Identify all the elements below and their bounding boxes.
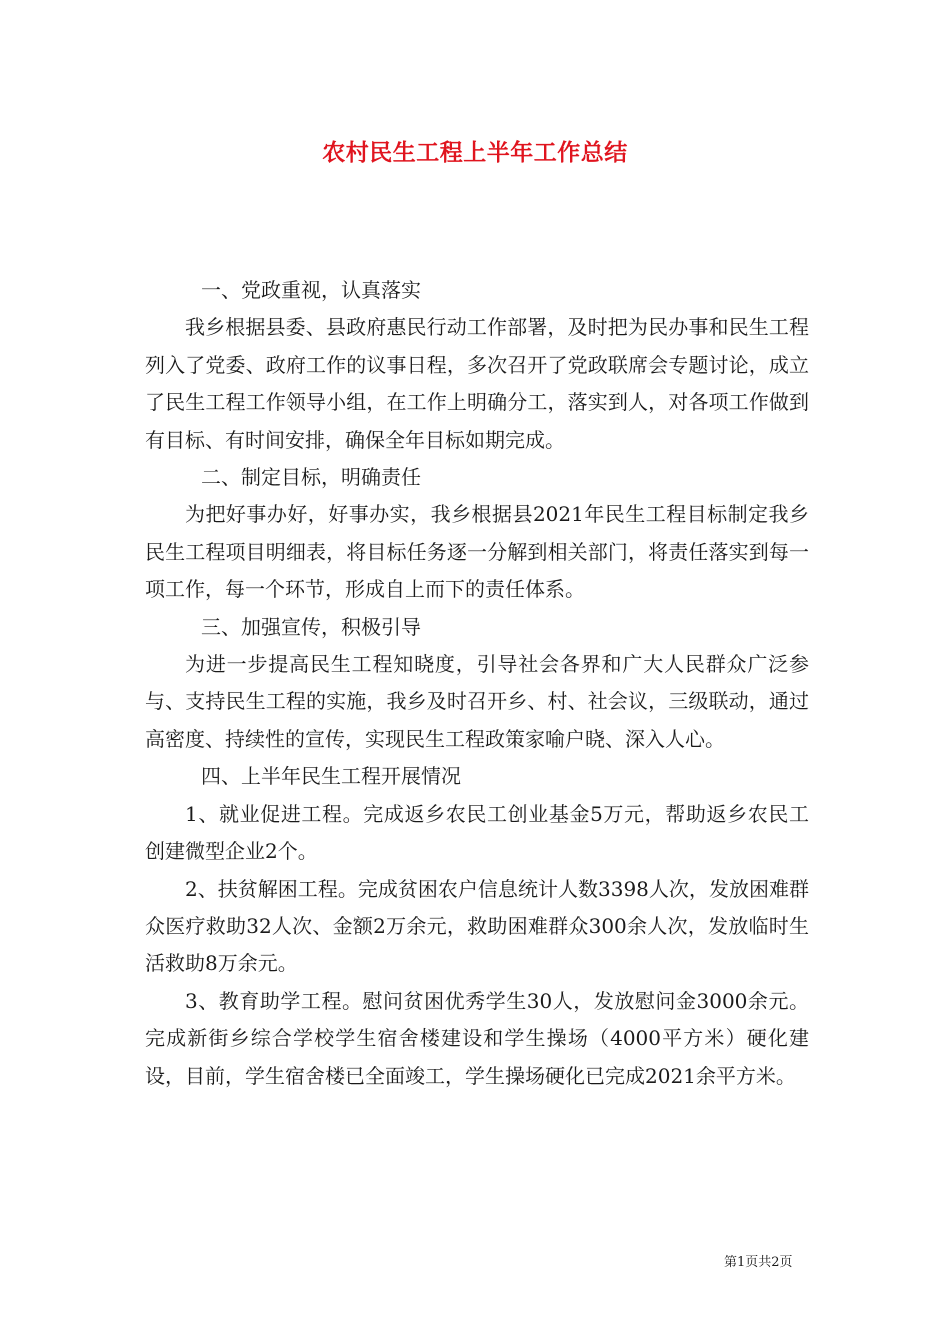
section-heading-2: 二、制定目标，明确责任 (201, 465, 421, 490)
page-number: 第1页共2页 (724, 1255, 793, 1270)
paragraph-1: 我乡根据县委、县政府惠民行动工作部署，及时把为民办事和民生工程列入了党委、政府工作的议事日程，多次召开了党政联席会专题讨论，成立了民生工程工作领导小组，在工作上明确分工，落实到人，对各项工作做到有目标、有时间安排，确保全年目标如期完成。 (145, 315, 809, 452)
section-heading-1: 一、党政重视，认真落实 (201, 278, 421, 302)
document-body (145, 272, 809, 1095)
paragraph-2: 为把好事办好，好事办实，我乡根据县2021年民生工程目标制定我乡民生工程项目明细表，将目标任务逐一分解到相关部门，将责任落实到每一项工作，每一个环节，形成自上而下的责任体系。 (145, 502, 809, 602)
section-heading-4: 四、上半年民生工程开展情况 (201, 764, 461, 789)
document-title: 农村民生工程上半年工作总结 (322, 140, 628, 166)
paragraph-3: 为进一步提高民生工程知晓度，引导社会各界和广大人民群众广泛参与、支持民生工程的实施，我乡及时召开乡、村、社会议，三级联动，通过高密度、持续性的宣传，实现民生工程政策家喻户晓、深入人心。 (145, 652, 809, 751)
section-heading-3: 三、加强宣传，积极引导 (201, 614, 421, 639)
paragraph-4-1: 1、就业促进工程。完成返乡农民工创业基金5万元，帮助返乡农民工创建微型企业2个。 (145, 801, 809, 864)
paragraph-4-2: 2、扶贫解困工程。完成贫困农户信息统计人数3398人次，发放困难群众医疗救助32人次、金额2万余元，救助困难群众300余人次，发放临时生活救助8万余元。 (145, 876, 809, 976)
paragraph-4-3: 3、教育助学工程。慰问贫困优秀学生30人，发放慰问金3000余元。完成新街乡综合学校学生宿舍楼建设和学生操场（4000平方米）硬化建设，目前，学生宿舍楼已全面竣工，学生操场硬化已完成2021余平方米。 (145, 988, 809, 1088)
